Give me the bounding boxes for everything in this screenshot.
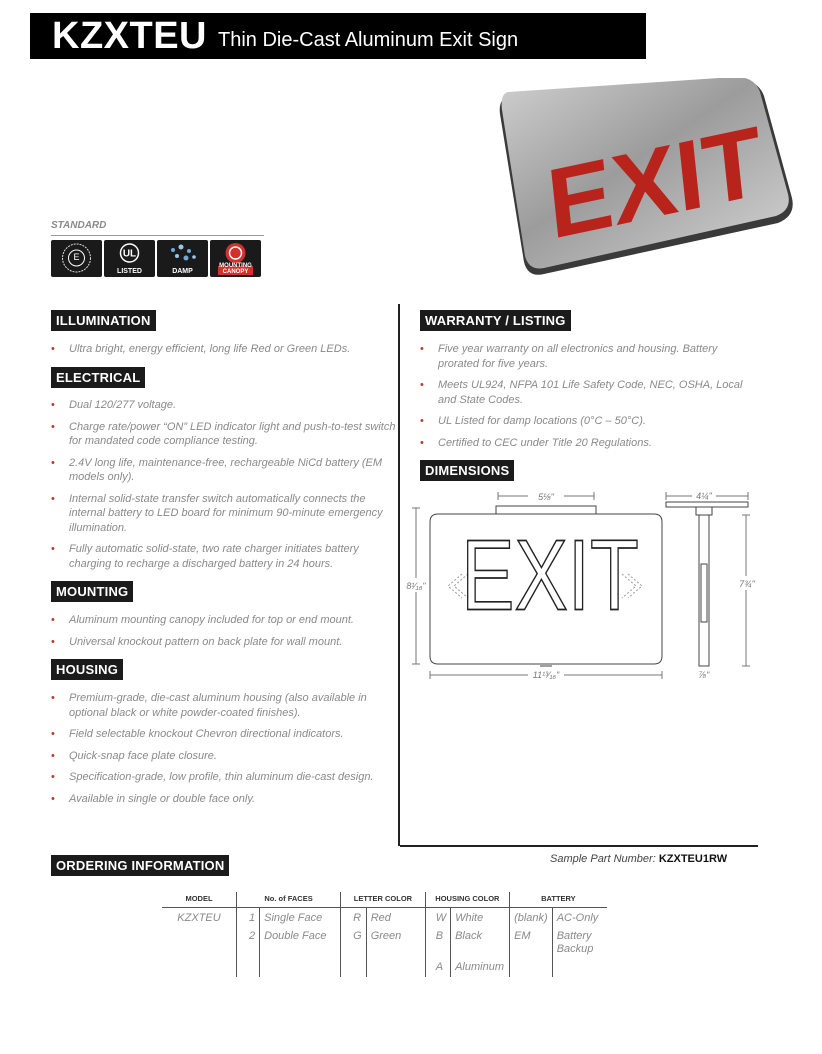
canopy-badge-text: MOUNTING CANOPY <box>219 263 252 275</box>
depth-label: 4¼" <box>696 491 712 501</box>
code-cell: EM <box>514 930 531 942</box>
height-label: 8¹⁄₁₆" <box>406 581 426 591</box>
title-bar <box>30 13 646 59</box>
code-cell: W <box>435 912 447 924</box>
battery-column-header: BATTERY <box>510 892 607 908</box>
electrical-list <box>51 398 396 578</box>
canopy-outline <box>496 506 596 514</box>
warranty-list <box>420 342 755 457</box>
housing-heading: HOUSING <box>51 659 123 680</box>
list-item: • Meets UL924, NFPA 101 Life Safety Code, NEC, OSHA, Local and State Codes. <box>420 378 755 407</box>
label-cell: AC-Only <box>552 908 607 929</box>
mounting-heading: MOUNTING <box>51 581 133 602</box>
warranty-heading: WARRANTY / LISTING <box>420 310 571 331</box>
housing-column-header: HOUSING COLOR <box>425 892 509 908</box>
list-item: • Certified to CEC under Title 20 Regulations. <box>420 436 755 451</box>
ordering-heading: ORDERING INFORMATION <box>51 855 229 876</box>
table-row <box>162 908 607 929</box>
label-cell: Single Face <box>260 908 341 929</box>
table-row <box>162 959 607 977</box>
code-cell: R <box>353 912 362 924</box>
label-cell: Green <box>366 928 425 959</box>
list-item: • Charge rate/power “ON” LED indicator light and push-to-test switch for mandated code compliance testing. <box>51 420 396 449</box>
list-item: • Universal knockout pattern on back plate for wall mount. <box>51 635 396 650</box>
faces-column-header: No. of FACES <box>237 892 341 908</box>
sample-part-label: Sample Part Number: <box>550 853 656 865</box>
damp-badge <box>157 240 208 277</box>
dimensions-heading: DIMENSIONS <box>420 460 514 481</box>
list-item: • 2.4V long life, maintenance-free, rechargeable NiCd battery (EM models only). <box>51 456 396 485</box>
canopy-width-label: 5⅛" <box>538 492 554 502</box>
damp-badge-text: DAMP <box>172 268 193 275</box>
list-item: • Dual 120/277 voltage. <box>51 398 396 413</box>
list-item: • Fully automatic solid-state, two rate charger initiates battery charging to recharge a discharged battery in 24 hours. <box>51 542 396 571</box>
label-cell: Red <box>366 908 425 929</box>
code-cell: 2 <box>249 930 256 942</box>
sign-exit-text: EXIT <box>542 104 768 260</box>
ce-cec-badge <box>51 240 102 277</box>
svg-text:UL: UL <box>122 248 137 260</box>
list-item: • Ultra bright, energy efficient, long life Red or Green LEDs. <box>51 342 386 357</box>
housing-list <box>51 691 391 813</box>
list-item: • Available in single or double face only. <box>51 792 391 807</box>
label-cell: Battery Backup <box>552 928 607 959</box>
letter-column-header: LETTER COLOR <box>341 892 426 908</box>
code-cell: G <box>353 930 362 942</box>
mounting-list <box>51 613 396 656</box>
code-cell: 1 <box>249 912 256 924</box>
list-item: • Field selectable knockout Chevron directional indicators. <box>51 727 391 742</box>
list-item: • Specification-grade, low profile, thin aluminum die-cast design. <box>51 770 391 785</box>
model-cell: KZXTEU <box>162 908 237 929</box>
code-cell: A <box>435 961 444 973</box>
table-row <box>162 928 607 959</box>
model-column-header: MODEL <box>162 892 237 908</box>
standard-rule <box>51 235 264 236</box>
dimensions-drawing <box>400 486 780 686</box>
label-cell: Double Face <box>260 928 341 959</box>
electrical-heading: ELECTRICAL <box>51 367 145 388</box>
list-item: • Premium-grade, die-cast aluminum housing (also available in optional black or white powder-coated finishes). <box>51 691 391 720</box>
side-height-label: 7¾" <box>739 579 755 589</box>
section-divider <box>400 845 758 847</box>
thickness-label: ⅞" <box>698 670 710 680</box>
ul-badge-text: LISTED <box>117 268 142 275</box>
label-cell: Black <box>451 928 510 959</box>
list-item: • Five year warranty on all electronics and housing. Battery prorated for five years. <box>420 342 755 371</box>
code-cell: B <box>435 930 444 942</box>
ordering-table <box>162 892 607 977</box>
ul-listed-badge <box>104 240 155 277</box>
width-label: 11¹³⁄₁₆" <box>532 670 560 680</box>
sample-part-value: KZXTEU1RW <box>658 853 728 865</box>
mounting-canopy-badge <box>210 240 261 277</box>
list-item: • Aluminum mounting canopy included for top or end mount. <box>51 613 396 628</box>
product-description: Thin Die-Cast Aluminum Exit Sign <box>218 29 519 51</box>
product-photo <box>496 78 796 283</box>
label-cell: Aluminum <box>451 959 510 977</box>
model-title: KZXTEU <box>52 15 207 57</box>
illumination-list <box>51 342 386 364</box>
illumination-heading: ILLUMINATION <box>51 310 156 331</box>
code-cell: (blank) <box>514 912 548 924</box>
cec-badge-text: E <box>73 252 80 262</box>
sample-part-number <box>550 853 727 865</box>
sign-exit-outline-text: EXIT <box>461 520 639 632</box>
list-item: • Quick-snap face plate closure. <box>51 749 391 764</box>
list-item: • Internal solid-state transfer switch automatically connects the internal battery to LED board for minimum 90-minute emergency illumination. <box>51 492 396 536</box>
standard-label: STANDARD <box>51 220 107 231</box>
list-item: • UL Listed for damp locations (0°C – 50°C). <box>420 414 755 429</box>
label-cell: White <box>451 908 510 929</box>
